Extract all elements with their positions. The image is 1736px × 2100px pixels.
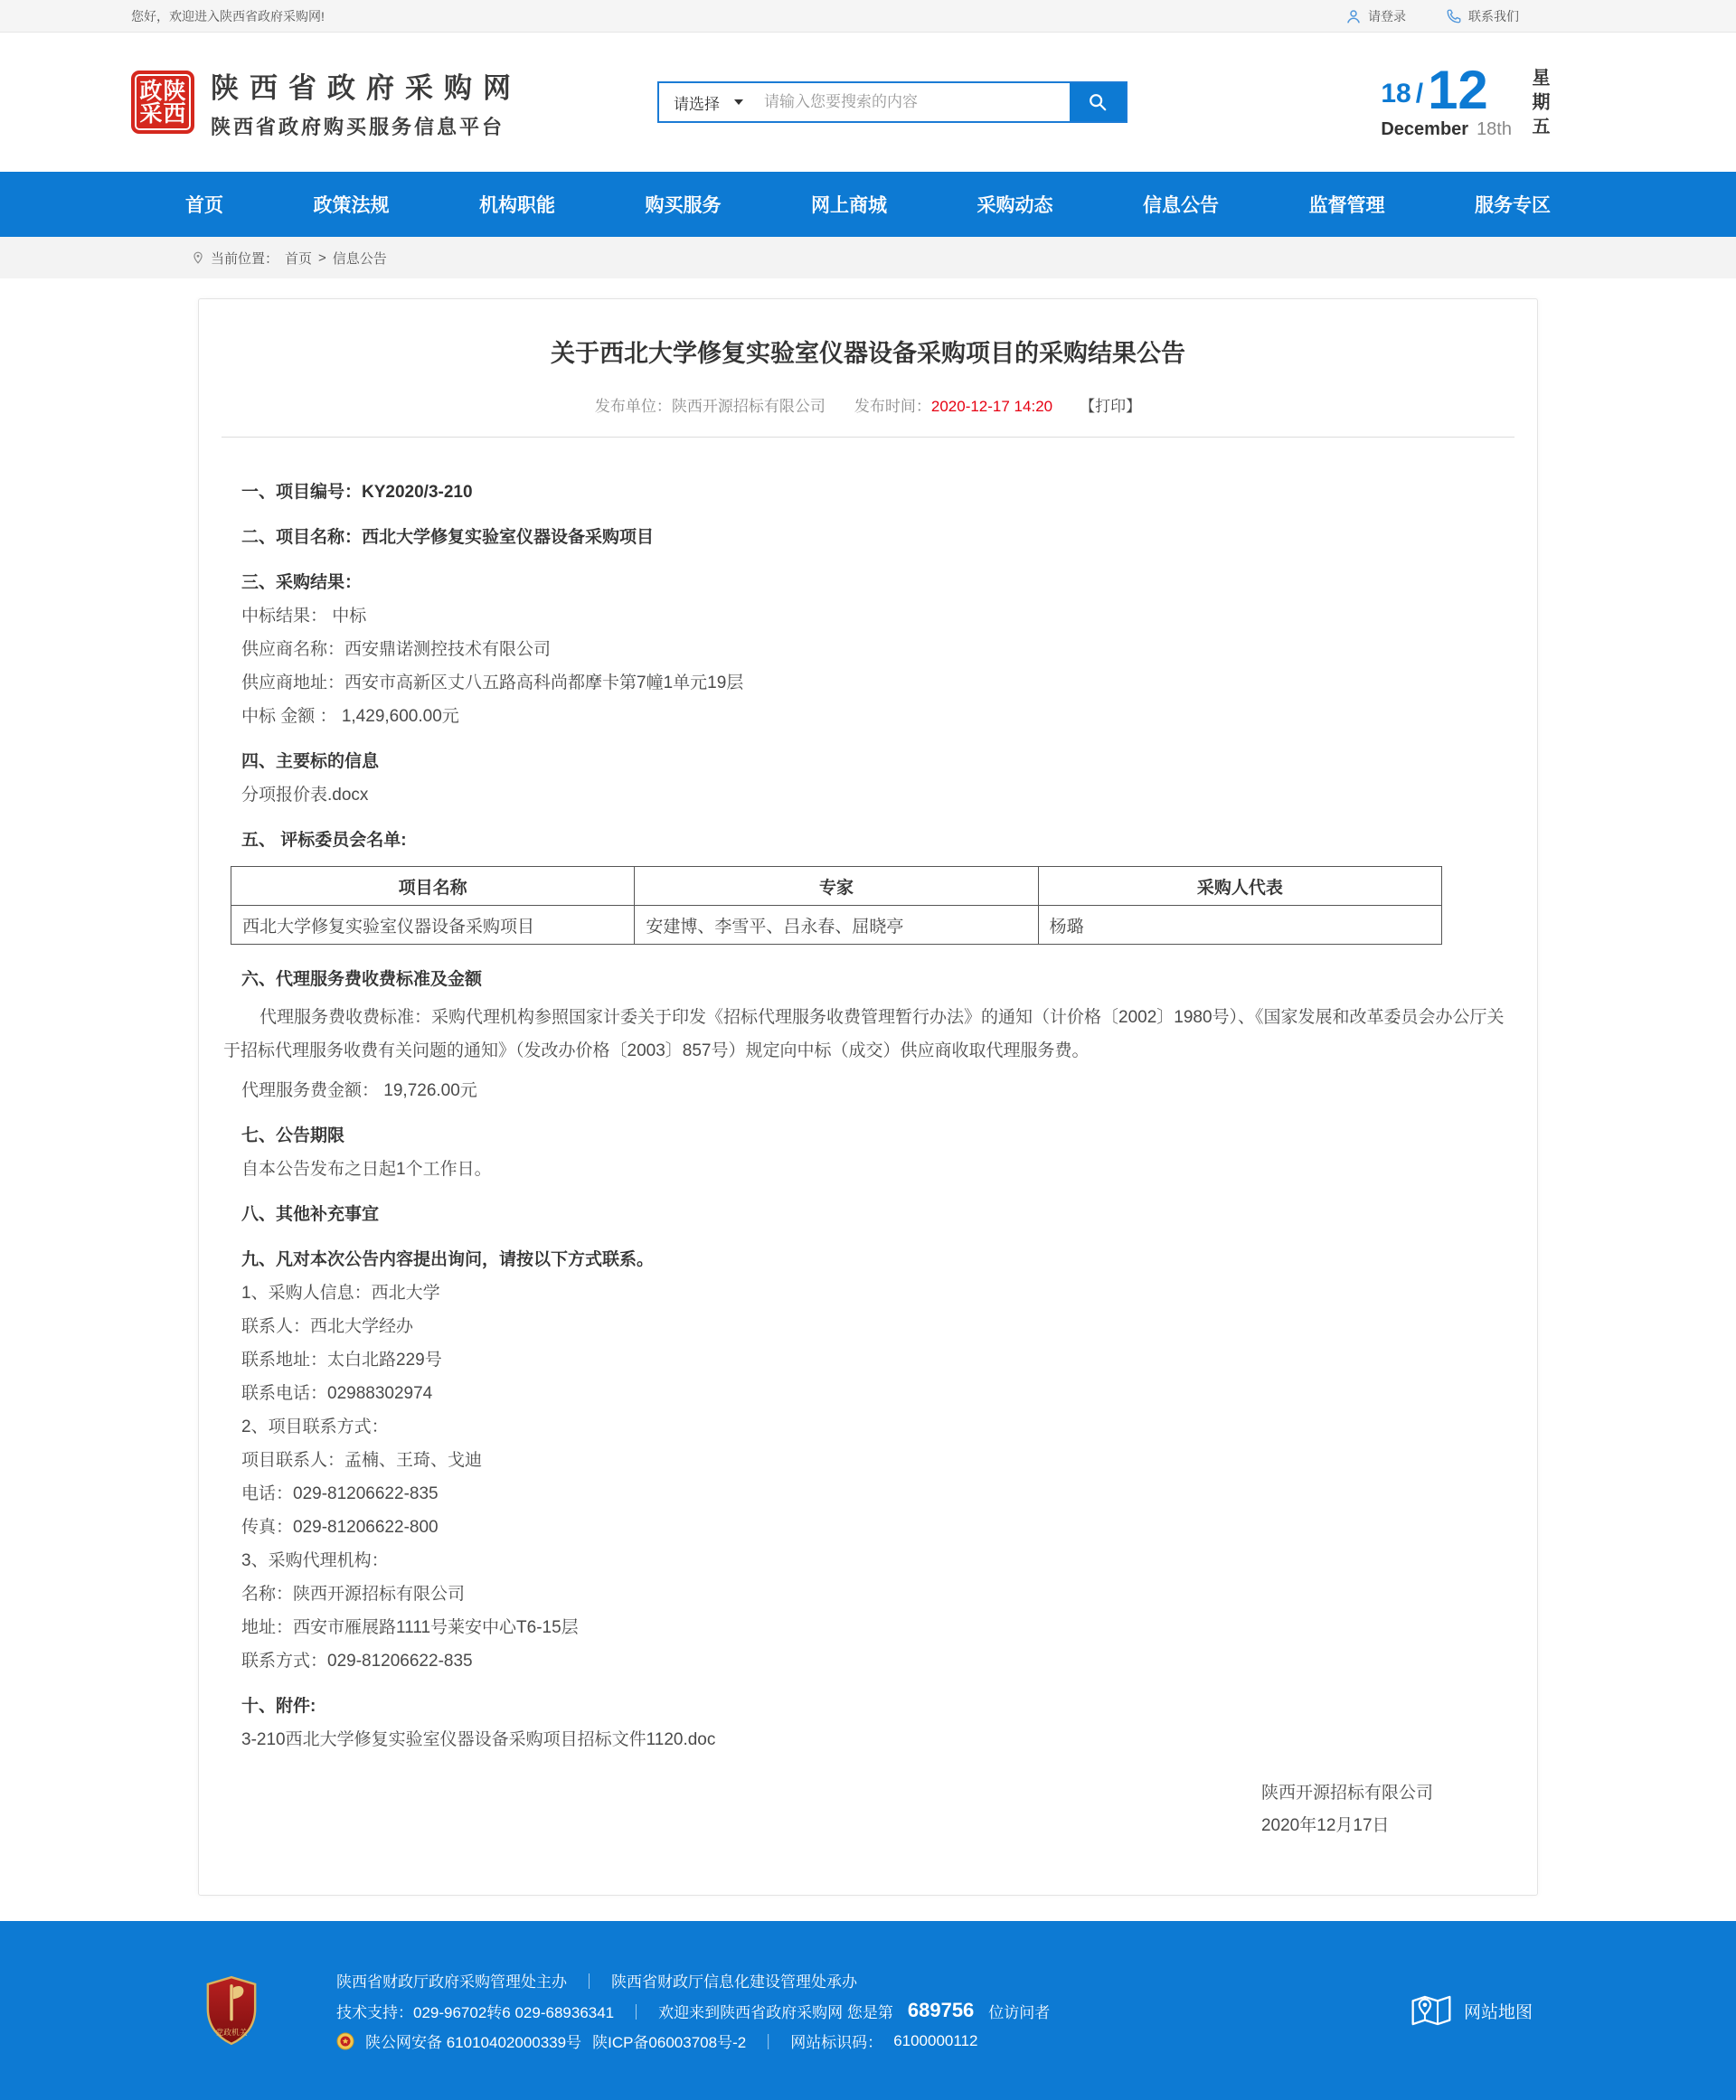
phone-icon: [1446, 8, 1462, 24]
article-line: 名称：陕西开源招标有限公司: [241, 1585, 466, 1604]
welcome-text: 您好，欢迎进入陕西省政府采购网!: [131, 8, 325, 24]
gongan-beian-link[interactable]: 陕公网安备 61010402000339号: [365, 2034, 582, 2051]
site-code-label: 网站标识码：: [790, 2034, 883, 2051]
search-icon: [1088, 92, 1108, 112]
nav-item[interactable]: 监督管理: [1308, 195, 1385, 216]
visitor-count: 689756: [907, 1999, 975, 2021]
nav-item[interactable]: 政策法规: [313, 195, 390, 216]
seal-char: 西: [163, 101, 186, 127]
organizer-text: 陕西省财政厅政府采购管理处主办: [336, 1973, 567, 1991]
article-line: 1、采购人信息：西北大学: [241, 1284, 440, 1303]
visitor-welcome-text: 欢迎来到陕西省政府采购网 您是第: [658, 2003, 893, 2021]
article-line: 联系方式：029-81206622-835: [241, 1652, 473, 1671]
article-line: 联系人：西北大学经办: [241, 1317, 414, 1336]
article-line: 电话：029-81206622-835: [241, 1484, 439, 1503]
article-line: 项目联系人：孟楠、王琦、戈迪: [241, 1451, 483, 1470]
table-cell: 西北大学修复实验室仪器设备采购项目: [231, 906, 635, 945]
signature-date: 2020年12月17日: [1260, 1816, 1390, 1835]
article-meta: [222, 393, 1514, 416]
article-heading: 四、主要标的信息: [241, 752, 380, 771]
date-month-en: December: [1381, 118, 1469, 139]
table-header-cell: 项目名称: [231, 867, 635, 906]
site-logo[interactable]: [131, 65, 522, 140]
article-heading: 九、凡对本次公告内容提出询问，请按以下方式联系。: [241, 1250, 655, 1269]
header: [0, 33, 1736, 172]
chevron-down-icon: [734, 99, 743, 105]
table-cell: 安建博、李雪平、吕永春、屈晓亭: [635, 906, 1038, 945]
breadcrumb-current: 信息公告: [332, 250, 387, 267]
sitemap-label: 网站地图: [1463, 2002, 1533, 2022]
contact-link[interactable]: [1446, 7, 1519, 25]
date-day-en: 18th: [1477, 118, 1512, 139]
footer-line-2: [336, 1999, 1050, 2022]
nav-item[interactable]: 服务专区: [1475, 195, 1551, 216]
article-line: 中标 金额 ： 1,429,600.00元: [241, 707, 459, 726]
article-line: 联系电话：02988302974: [241, 1384, 433, 1403]
footer-line-3: [336, 2029, 1050, 2052]
nav-item[interactable]: 信息公告: [1143, 195, 1219, 216]
footer-divider: ｜: [581, 1973, 597, 1991]
seal-char: 陕: [163, 79, 186, 104]
site-subtitle: 陕西省政府购买服务信息平台: [211, 115, 505, 138]
footer-line-1: [336, 1969, 1050, 1992]
seal-char: 政: [139, 79, 163, 104]
search-category-select[interactable]: [659, 91, 764, 114]
search-button[interactable]: [1070, 83, 1126, 121]
seal-char: 采: [139, 101, 163, 127]
attachment-link[interactable]: 3-210西北大学修复实验室仪器设备采购项目招标文件1120.doc: [241, 1730, 716, 1749]
article-heading: 二、项目名称：西北大学修复实验室仪器设备采购项目: [241, 528, 655, 547]
breadcrumb-home[interactable]: 首页: [285, 250, 313, 267]
article-line: 中标结果： 中标: [241, 607, 367, 626]
visitor-suffix-text: 位访问者: [988, 2003, 1051, 2021]
article-heading: 一、项目编号：KY2020/3-210: [241, 483, 473, 502]
article-heading: 十、附件:: [241, 1697, 316, 1716]
article-line: 供应商地址：西安市高新区丈八五路高科尚都摩卡第7幢1单元19层: [241, 673, 744, 692]
contact-label: 联系我们: [1468, 8, 1519, 24]
article-card: [198, 298, 1538, 1896]
article-line: 3、采购代理机构：: [241, 1551, 389, 1570]
main-nav: [0, 172, 1736, 237]
committee-table: [231, 866, 1442, 945]
nav-item[interactable]: 机构职能: [479, 195, 555, 216]
sitemap-map-icon: [1410, 1992, 1452, 2029]
table-row: [231, 906, 1442, 945]
site-title: 陕西省政府采购网: [211, 71, 522, 104]
breadcrumb-label: 当前位置：: [211, 250, 279, 267]
co-organizer-text: 陕西省财政厅信息化建设管理处承办: [611, 1973, 857, 1991]
signature-block: [222, 1777, 1514, 1842]
article-line: 代理服务费金额： 19,726.00元: [241, 1081, 477, 1100]
table-header-cell: 采购人代表: [1038, 867, 1441, 906]
article-line: 传真：029-81206622-800: [241, 1518, 439, 1537]
icp-beian-link[interactable]: 陕ICP备06003708号-2: [592, 2034, 747, 2051]
signature-company: 陕西开源招标有限公司: [1260, 1784, 1433, 1803]
print-button[interactable]: 【打印】: [1080, 398, 1142, 415]
login-link[interactable]: [1345, 7, 1406, 25]
article-heading: 八、其他补充事宜: [241, 1205, 380, 1224]
nav-item[interactable]: 网上商城: [811, 195, 887, 216]
breadcrumb-separator: >: [318, 250, 326, 266]
date-widget: [1381, 59, 1605, 141]
police-badge-icon: [336, 2032, 354, 2050]
date-month: 12: [1428, 59, 1488, 120]
page-title: 关于西北大学修复实验室仪器设备采购项目的采购结果公告: [551, 340, 1185, 367]
footer-divider: ｜: [628, 2003, 645, 2021]
article-line: 2、项目联系方式：: [241, 1417, 389, 1436]
article-line: 地址：西安市雁展路1111号莱安中心T6-15层: [241, 1618, 579, 1637]
nav-item[interactable]: 采购动态: [976, 195, 1053, 216]
weekday-label: 星期五: [1529, 67, 1549, 141]
footer: [0, 1921, 1736, 2100]
user-icon: [1345, 8, 1362, 24]
search-bar: [657, 81, 1127, 123]
publisher-value: 陕西开源招标有限公司: [671, 398, 826, 415]
login-label: 请登录: [1368, 8, 1406, 24]
emblem-label: 党政机关: [215, 2028, 248, 2038]
tech-support-text: 技术支持：029-96702转6 029-68936341: [336, 2003, 615, 2021]
article-heading: 五、 评标委员会名单:: [241, 831, 407, 850]
table-cell: 杨璐: [1038, 906, 1441, 945]
article-line: 自本公告发布之日起1个工作日。: [241, 1160, 492, 1179]
article-heading: 三、采购结果：: [241, 573, 363, 592]
breadcrumb: [0, 237, 1736, 278]
footer-divider: ｜: [760, 2034, 777, 2051]
nav-item[interactable]: 首页: [185, 195, 223, 216]
date-slash: /: [1415, 78, 1424, 108]
nav-item[interactable]: 购买服务: [645, 195, 722, 216]
site-code-value: 6100000112: [893, 2031, 978, 2049]
article-heading: 七、公告期限: [241, 1126, 345, 1145]
logo-seal-icon: [131, 71, 194, 134]
attachment-link[interactable]: 分项报价表.docx: [241, 786, 369, 805]
location-pin-icon: [192, 250, 204, 265]
article-line: 联系地址：太白北路229号: [241, 1351, 442, 1370]
search-input[interactable]: [764, 83, 1070, 121]
article-line: 供应商名称：西安鼎诺测控技术有限公司: [241, 640, 552, 659]
sitemap-link[interactable]: [1410, 1992, 1533, 2029]
publish-time-label: 发布时间：: [854, 398, 931, 415]
article-body: [222, 438, 1514, 1750]
publish-time-value: 2020-12-17 14:20: [930, 398, 1053, 415]
date-day: 18: [1381, 78, 1411, 108]
topbar: [0, 0, 1736, 33]
article-heading: 六、代理服务费收费标准及金额: [241, 970, 483, 989]
publisher-label: 发布单位：: [594, 398, 672, 415]
government-emblem-icon: [203, 1975, 259, 2046]
article-line: 代理服务费收费标准：采购代理机构参照国家计委关于印发《招标代理服务收费管理暂行办法》的通知（计价格〔2002〕1980号）、《国家发展和改革委员会办公厅关于招标代理服务收费有关问题的通知》（发改办价格〔2003〕857号）规定向中标（成交）供应商收取代理服务费。: [223, 1008, 1505, 1060]
table-header-cell: 专家: [635, 867, 1038, 906]
search-category-value: 请选择: [674, 95, 720, 113]
